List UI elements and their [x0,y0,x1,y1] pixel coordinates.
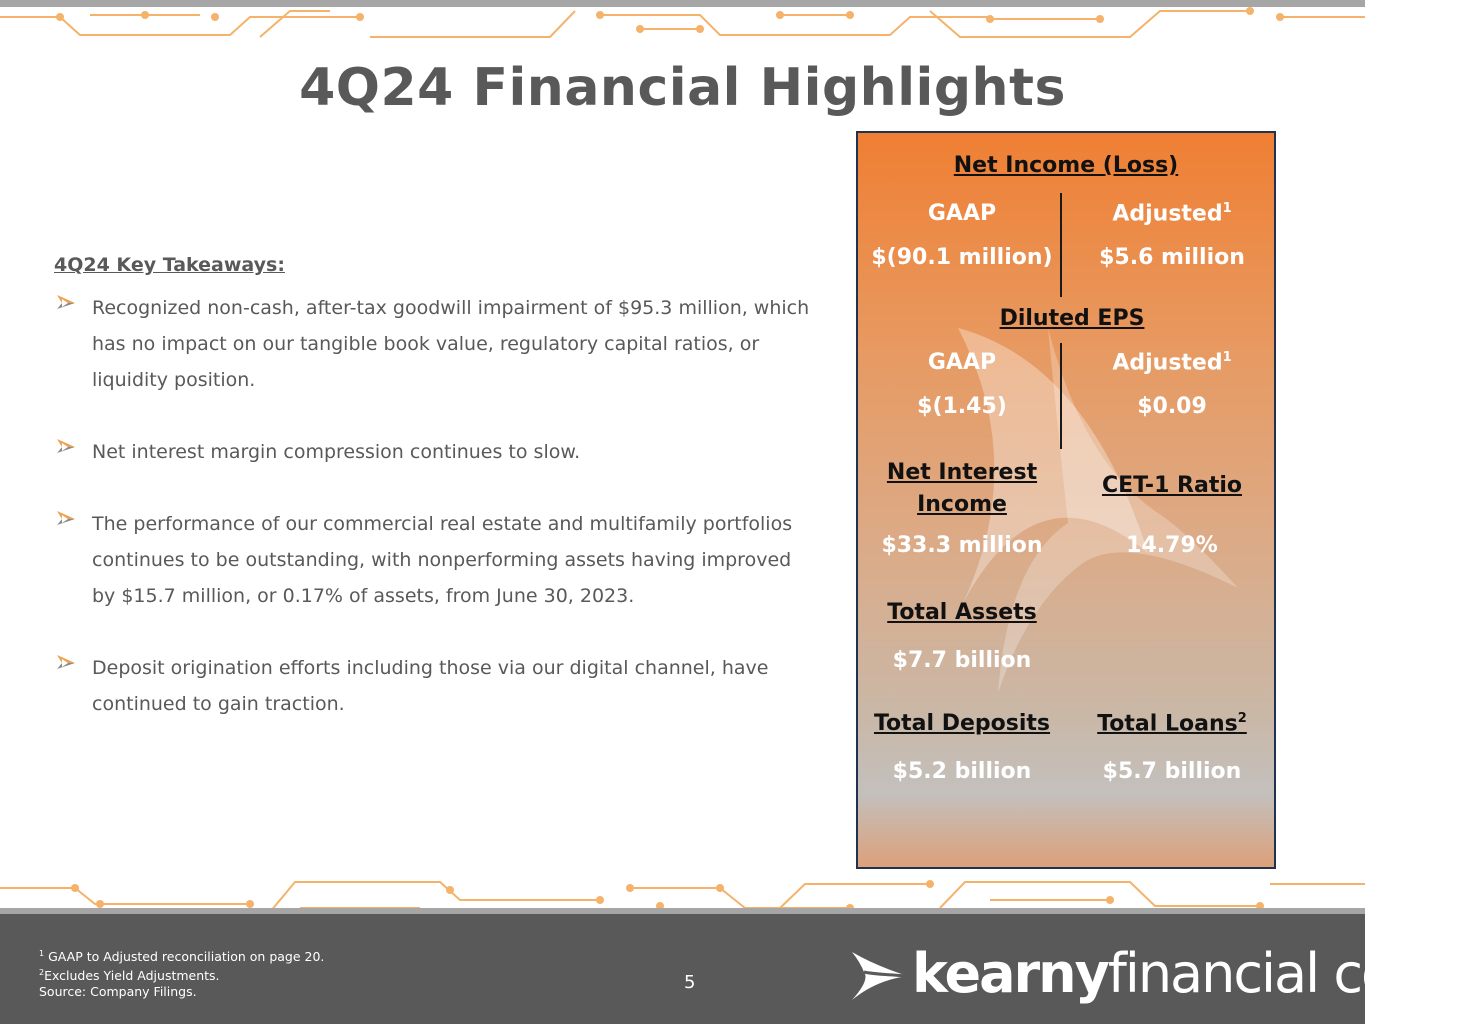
total-assets-heading: Total Assets [887,600,1037,625]
total-loans-heading: Total Loans$^2$ [1097,711,1247,737]
net-income-gaap-value: $(90.1 million) [871,245,1053,270]
bullet-text: Recognized non-cash, after-tax goodwill impairment of $95.3 million, which has no impact on our tangible book value, regulatory capital ratios, or liquidity position. [92,297,810,391]
list-item [54,434,814,470]
cet1-ratio-value: 14.79% [1126,533,1218,558]
footnote-2: $^2$Excludes Yield Adjustments. [39,968,220,984]
net-income-divider [1060,193,1062,297]
brand-wordmark: kearnyfinancial corp. [912,942,1460,1005]
top-stripe [0,0,1365,7]
arrow-chevron-icon [56,510,76,526]
highlights-panel [856,131,1276,869]
arrow-chevron-icon [56,294,76,310]
net-income-heading: Net Income (Loss) [953,153,1179,178]
page-title: 4Q24 Financial Highlights [299,58,1066,118]
footnote-marker: 1 [1222,350,1232,365]
list-item [54,290,814,398]
arrow-chevron-icon [56,654,76,670]
takeaways-heading: 4Q24 Key Takeaways: [54,254,285,276]
bullet-text: Net interest margin compression continues to slow. [92,441,581,463]
brand-logo [850,942,1460,1014]
footnote-marker: 1 [1222,201,1232,216]
arrow-chevron-icon [56,438,76,454]
net-income-gaap-label: GAAP [927,201,997,226]
net-interest-income-heading: Net Interest Income [886,460,1038,517]
footnote-1: $^1$ GAAP to Adjusted reconciliation on page 20. [39,949,325,965]
total-loans-value: $5.7 billion [1102,759,1242,784]
net-interest-income-value: $33.3 million [881,533,1043,558]
total-assets-value: $7.7 billion [892,648,1032,673]
source-note: Source: Company Filings. [39,984,197,1000]
total-deposits-heading: Total Deposits [873,711,1051,736]
net-income-adjusted-value: $5.6 million [1099,245,1245,270]
kearny-arrow-logo-icon [850,950,910,1002]
diluted-eps-gaap-value: $(1.45) [917,394,1007,419]
diluted-eps-divider [1060,343,1062,449]
diluted-eps-heading: Diluted EPS [999,306,1145,331]
footer [0,914,1460,1024]
circuit-decoration-top [0,7,1365,41]
bullet-text: Deposit origination efforts including those via our digital channel, have continued to gain traction. [92,657,769,715]
net-income-adjusted-label: Adjusted$^1$ [1112,201,1232,227]
footnotes [39,946,324,1000]
page-number: 5 [684,972,696,993]
list-item [54,506,814,614]
footnote-marker: 2 [1237,711,1247,726]
diluted-eps-adjusted-label: Adjusted$^1$ [1112,350,1232,376]
bullet-text: The performance of our commercial real estate and multifamily portfolios continues to be outstanding, with nonperforming assets having improved by $15.7 million, or 0.17% of assets, from June 30, 2023. [92,513,793,607]
list-item [54,650,814,722]
diluted-eps-gaap-label: GAAP [927,350,997,375]
cet1-ratio-heading: CET-1 Ratio [1101,473,1242,498]
total-deposits-value: $5.2 billion [892,759,1032,784]
diluted-eps-adjusted-value: $0.09 [1137,394,1207,419]
takeaways-list [54,290,814,758]
